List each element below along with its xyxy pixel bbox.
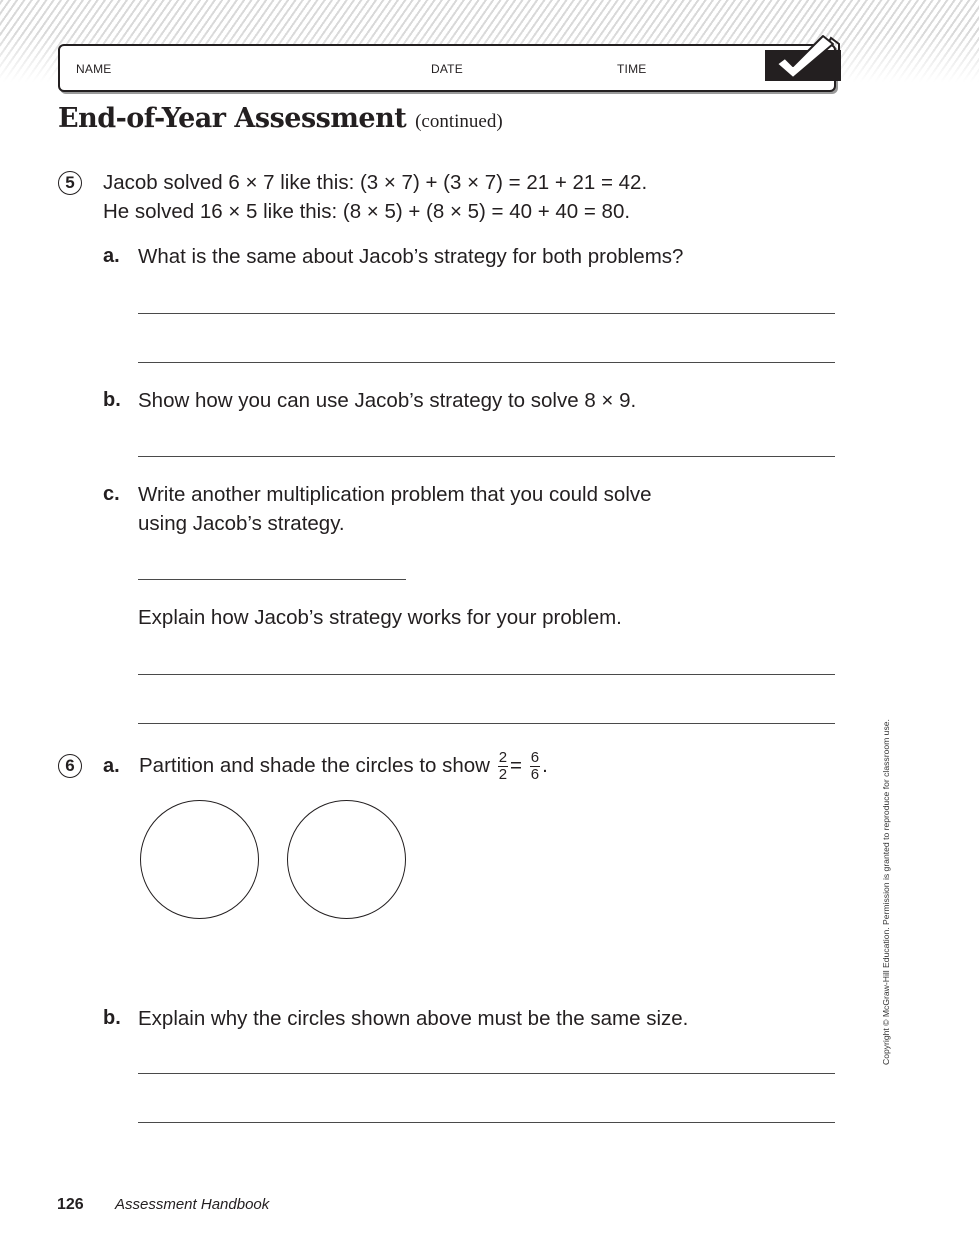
q5a-label: a. — [103, 245, 120, 267]
circle-1[interactable] — [140, 800, 259, 919]
student-info-bar — [58, 44, 836, 92]
q5b-answer-line[interactable] — [138, 456, 835, 457]
page-number: 126 — [57, 1196, 84, 1213]
title-main: End-of-Year Assessment — [58, 103, 407, 134]
frac2-numerator: 6 — [530, 749, 540, 767]
q5c-label: c. — [103, 483, 120, 505]
fraction-2-over-2 — [498, 750, 508, 783]
q6b-label: b. — [103, 1007, 121, 1029]
q6a-prompt: Partition and shade the circles to show — [139, 754, 490, 777]
equals-sign: = — [510, 754, 523, 777]
frac1-denominator: 2 — [498, 766, 508, 784]
period: . — [542, 754, 548, 777]
date-field-label: DATE — [431, 62, 463, 76]
q6b-text: Explain why the circles shown above must be the same size. — [138, 1007, 689, 1030]
q5b-text: Show how you can use Jacob’s strategy to solve 8 × 9. — [138, 389, 637, 412]
circle-2[interactable] — [287, 800, 406, 919]
q5c-explain-line-1[interactable] — [138, 674, 835, 675]
question-number-6: 6 — [58, 754, 82, 778]
q5-intro-line2: He solved 16 × 5 like this: (8 × 5) + (8 × 5) = 40 + 40 = 80. — [103, 200, 631, 223]
frac1-numerator: 2 — [498, 749, 508, 767]
q5c-explain-line-2[interactable] — [138, 723, 835, 724]
q5a-answer-line-1[interactable] — [138, 313, 835, 314]
q5c-text-line2: using Jacob’s strategy. — [138, 512, 345, 535]
q5c-problem-answer-line[interactable] — [138, 579, 406, 580]
q5-intro-line1: Jacob solved 6 × 7 like this: (3 × 7) + (3 × 7) = 21 + 21 = 42. — [103, 171, 648, 194]
frac2-denominator: 6 — [530, 766, 540, 784]
title-suffix: (continued) — [415, 111, 503, 132]
q5b-label: b. — [103, 389, 121, 411]
page-title — [58, 103, 503, 134]
q5a-text: What is the same about Jacob’s strategy for both problems? — [138, 245, 684, 268]
q5c-text-line1: Write another multiplication problem that you could solve — [138, 483, 652, 506]
q6a-text — [139, 745, 548, 787]
name-field-label: NAME — [76, 62, 112, 76]
question-number-5: 5 — [58, 171, 82, 195]
copyright-notice: Copyright © McGraw-Hill Education. Permission is granted to reproduce for classroom use. — [881, 719, 891, 1065]
q6a-label: a. — [103, 755, 120, 777]
checkmark-box-icon — [763, 34, 841, 82]
q6b-answer-line-2[interactable] — [138, 1122, 835, 1123]
fraction-6-over-6 — [530, 750, 540, 783]
q6b-answer-line-1[interactable] — [138, 1073, 835, 1074]
q5c-explain-text: Explain how Jacob’s strategy works for your problem. — [138, 606, 622, 629]
book-title: Assessment Handbook — [115, 1196, 270, 1213]
time-field-label: TIME — [617, 62, 647, 76]
q5a-answer-line-2[interactable] — [138, 362, 835, 363]
